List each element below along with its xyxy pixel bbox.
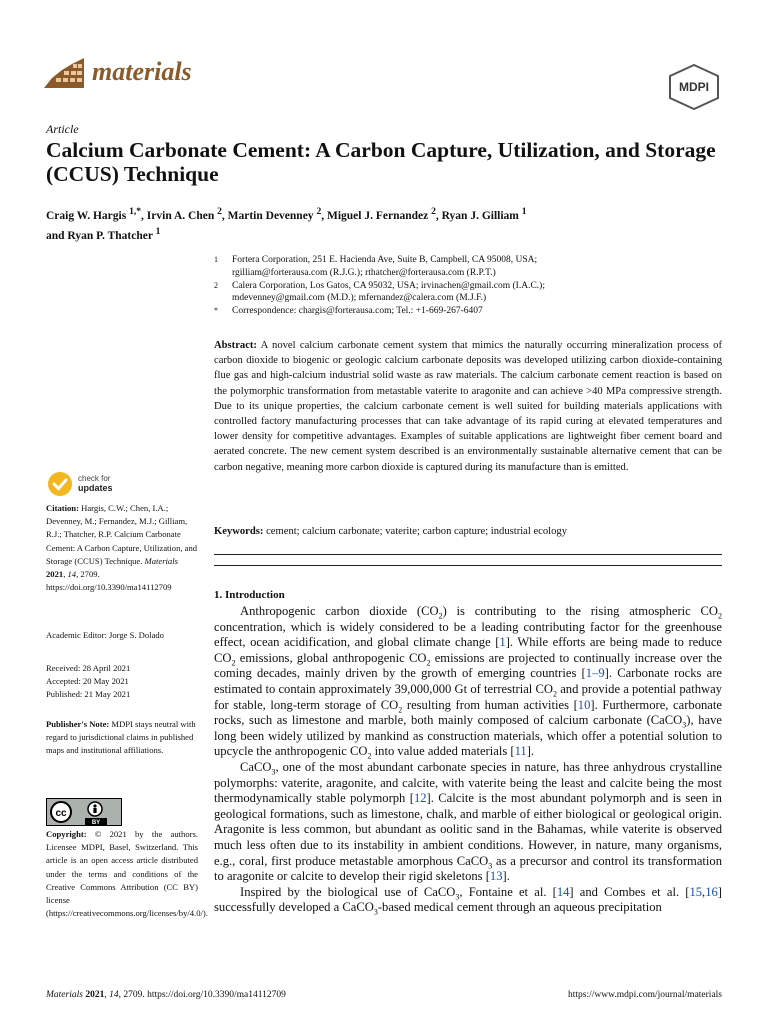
check-for-updates-badge[interactable] — [46, 470, 113, 498]
academic-editor: Academic Editor: Jorge S. Dolado — [46, 630, 164, 640]
author-line-1: Craig W. Hargis $^{1,*}$, Irvin A. Chen $^2$, Martin Devenney $^2$, Miguel J. Fernandez $^2$, Ryan J. Gilliam $^1$ — [46, 206, 527, 222]
divider-bottom — [214, 565, 722, 566]
citation-doi[interactable]: 2709. https://doi.org/10.3390/ma14112709 — [46, 569, 172, 593]
citation-link[interactable]: 15 — [689, 884, 703, 899]
intro-paragraph-2: CaCO$_3$, one of the most abundant carbonate species in nature, has three anhydrous crystalline polymorphs: vaterite, aragonite, and calcite, with vaterite being the least and calcite being the most thermodynamically stable polymorph [12]. Calcite is the most abundant polymorph and is seen in geological formations, such as limestone, chalk, and marble of either biological or geological origin. Aragonite is less common, but abundant as oolitic sand in the Bahamas, while vaterite is observed much less often due to its instability in ambient conditions. However, in nature, many organisms, e.g., coral, first produce metastable amorphous CaCO$_3$ as a precursor and control its transformation to aragonite or calcite to develop their rigid skeletons [13]. — [214, 759, 722, 884]
section-heading: 1. Introduction — [214, 589, 285, 601]
mdpi-text: MDPI — [679, 80, 709, 94]
journal-logo-icon — [44, 56, 84, 88]
citation-link[interactable]: 11 — [514, 744, 527, 759]
journal-name: materials — [92, 57, 192, 86]
received-date: Received: 28 April 2021 — [46, 663, 131, 673]
mdpi-hexagon-icon — [668, 64, 720, 110]
citation-label: Citation: — [46, 503, 79, 513]
cc-label: cc — [55, 808, 67, 819]
check-updates-icon — [46, 470, 74, 498]
cc-by-license-badge[interactable] — [46, 798, 122, 826]
author-line-2: and Ryan P. Thatcher $^1$ — [46, 225, 161, 242]
affiliation-1: 1 Fortera Corporation, 251 E. Hacienda Ave, Suite B, Campbell, CA 95008, USA; rgilliam@forterausa.com (R.J.G.); rthatcher@forterausa.com (R.P.T.) — [214, 255, 538, 278]
copyright-notice: Copyright: © 2021 by the authors. Licensee MDPI, Basel, Switzerland. This article is an open access article distributed under the terms and conditions of the Creative Commons Attribution (CC BY) license (https://creativecommons.org/licenses/by/4.0/). — [46, 829, 208, 919]
intro-paragraph-3: Inspired by the biological use of CaCO$_3$, Fontaine et al. [14] and Combes et al. [15,16] successfully developed a CaCO$_3$-based medical cement through an aqueous precipitation — [214, 884, 722, 917]
keywords-text: cement; calcium carbonate; vaterite; carbon capture; industrial ecology — [266, 526, 567, 537]
citation-link[interactable]: 13 — [489, 869, 503, 884]
published-date: Published: 21 May 2021 — [46, 689, 131, 700]
cc-by-icon — [47, 799, 121, 825]
affiliations — [214, 254, 724, 318]
footer-journal-url[interactable]: https://www.mdpi.com/journal/materials — [568, 990, 722, 1000]
paper-title: Calcium Carbonate Cement: A Carbon Capture, Utilization, and Storage (CCUS) Technique — [46, 138, 716, 186]
footer-doi[interactable]: , 2709. https://doi.org/10.3390/ma14112709 — [118, 990, 286, 1000]
citation-link[interactable]: 1 — [499, 635, 506, 650]
accepted-date: Accepted: 20 May 2021 — [46, 676, 129, 687]
article-type: Article — [46, 122, 79, 136]
intro-paragraph-1: Anthropogenic carbon dioxide $(CO_2)$ is contributing to the rising atmospheric $CO_2$ concentration, which is widely considered to be a leading contributing factor for the greenhouse effect, ocean acidification, and global climate change [1]. While efforts are being made to reduce $CO_2$ emissions, global anthropogenic $CO_2$ emissions are projected to continually increase over the coming decades, mainly driven by the growth of emerging countries [1–9]. Carbonate rocks are estimated to contain approximately 39,000,000 Gt of terrestrial $CO_2$ and provide a potential pathway for stable, long-term storage of $CO_2$ resulting from human activities [10]. Furthermore, carbonate rocks, such as limestone and marble, both mainly composed of calcium carbonate (CaCO$_3$), have long been widely utilized by mankind as construction materials, which offer a potential solution to upcycle the anthropogenic $CO_2$ into value added materials [11]. — [214, 604, 723, 761]
publishers-note: Publisher's Note: MDPI stays neutral with regard to jurisdictional claims in published maps and institutional affiliations. — [46, 719, 196, 756]
author-list — [46, 204, 706, 244]
affiliation-2: 2 Calera Corporation, Los Gatos, CA 95032, USA; irvinachen@gmail.com (I.A.C.); mdevenney@gmail.com (M.D.); mfernandez@calera.com (M.J.F.) — [214, 280, 545, 304]
introduction-body — [214, 604, 722, 916]
dates-block — [46, 662, 198, 702]
abstract — [214, 338, 722, 475]
keywords — [214, 526, 722, 537]
citation-link[interactable]: 16 — [705, 884, 718, 899]
footer-citation: Materials 2021, 14, 2709. https://doi.org/10.3390/ma14112709 — [46, 990, 286, 1000]
mdpi-logo — [668, 64, 720, 114]
citation-block: Citation: Hargis, C.W.; Chen, I.A.; Devenney, M.; Fernandez, M.J.; Gilliam, R.J.; Thatcher, R.P. Calcium Carbonate Cement: A Carbon Capture, Utilization, and Storage (CCUS) Technique. Materials 2021, 14, 2709. https://doi.org/10.3390/ma14112709 — [46, 503, 198, 593]
citation-link[interactable]: 1–9 — [585, 666, 605, 681]
citation-link[interactable]: 10 — [577, 697, 591, 712]
keywords-label: Keywords: — [214, 526, 264, 537]
by-label: BY — [91, 820, 101, 825]
divider-top — [214, 554, 722, 555]
correspondence: * Correspondence: chargis@forterausa.com; Tel.: +1-669-267-6407 — [214, 306, 483, 317]
abstract-text: A novel calcium carbonate cement system that mimics the naturally occurring mineralization process of carbon dioxide to biogenic or geologic calcium carbonate deposits was developed utilizing carbon dioxide-containing flue gas and high-calcium industrial solid waste as raw materials. The calcium carbonate cement reaction is based on the polymorphic transformation from metastable vaterite to aragonite and can achieve >40 MPa compressive strength. Due to its unique properties, the calcium carbonate cement is well suited for building materials applications with controlled factory manufacturing processes that can take advantage of its rapid curing at elevated temperatures and lower density for competitive advantages. Examples of suitable applications are lightweight fiber cement board and aerated concrete. The new cement system described is an environmentally sustainable alternative cement that can be carbon negative, meaning more carbon dioxide is captured during its manufacture than is emitted. — [214, 340, 722, 473]
citation-link[interactable]: 14 — [556, 884, 570, 899]
check-updates-text: check for updates — [78, 474, 113, 493]
abstract-label: Abstract: — [214, 340, 257, 351]
citation-link[interactable]: 12 — [413, 791, 427, 806]
journal-logo — [44, 56, 192, 88]
